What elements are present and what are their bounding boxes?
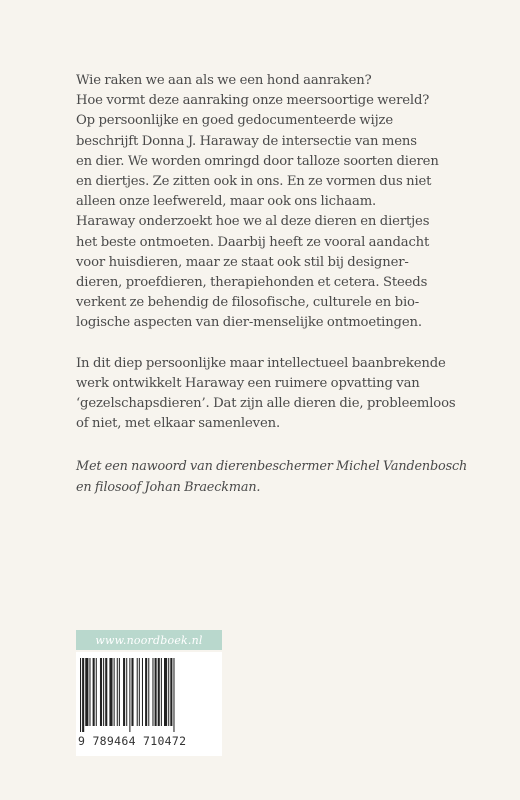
barcode-bar: [145, 658, 147, 726]
blurb-line: alleen onze leefwereld, maar ook ons lichaam.: [76, 194, 377, 210]
barcode-bar: [126, 658, 127, 726]
barcode-bar: [168, 658, 169, 726]
barcode-bar: [158, 658, 160, 726]
barcode-bar: [142, 658, 143, 726]
back-cover-text: [76, 71, 476, 498]
barcode-bar: [100, 658, 102, 726]
barcode-bar: [155, 658, 157, 726]
barcode-bar: [82, 658, 84, 732]
blurb-line: voor huisdieren, maar ze staat ook stil bij designer-: [76, 254, 409, 270]
barcode-bar: [161, 658, 162, 726]
blurb-line: verkent ze behendig de filosofische, culturele en bio-: [76, 295, 420, 311]
blurb-paragraph-2: [76, 354, 476, 435]
barcode-bar: [137, 658, 138, 726]
blurb-paragraph-1: [76, 71, 476, 334]
blurb-line: werk ontwikkelt Haraway een ruimere opvatting van: [76, 375, 420, 391]
isbn-barcode: [76, 652, 222, 756]
blurb-line: Haraway onderzoekt hoe we al deze dieren en diertjes: [76, 214, 430, 230]
barcode-bar: [114, 658, 115, 726]
blurb-line: Hoe vormt deze aanraking onze meersoortige wereld?: [76, 93, 430, 109]
barcode-bars: [80, 658, 218, 732]
barcode-bar: [117, 658, 118, 726]
barcode-bar: [96, 658, 97, 726]
isbn-number: 9 789464 710472: [78, 734, 187, 748]
blurb-line: Op persoonlijke en goed gedocumenteerde wijze: [76, 113, 394, 129]
afterword-line: en filosoof Johan Braeckman.: [76, 479, 261, 495]
barcode-bar: [85, 658, 88, 726]
barcode-bar: [152, 658, 153, 726]
blurb-line: of niet, met elkaar samenleven.: [76, 416, 280, 432]
afterword-credit: [76, 457, 476, 497]
blurb-line: en dier. We worden omringd door talloze soorten dieren: [76, 153, 439, 169]
afterword-line: Met een nawoord van dierenbeschermer Michel Vandenbosch: [76, 459, 468, 475]
blurb-line: ‘gezelschapsdieren’. Dat zijn alle dieren die, probleemloos: [76, 396, 456, 412]
barcode-bar: [129, 658, 130, 732]
barcode-bar: [105, 658, 107, 726]
blurb-line: Wie raken we aan als we een hond aanraken?: [76, 73, 372, 88]
barcode-bar: [139, 658, 140, 726]
blurb-line: het beste ontmoeten. Daarbij heeft ze vooral aandacht: [76, 234, 430, 250]
barcode-bar: [119, 658, 120, 726]
barcode-bar: [103, 658, 104, 726]
blurb-line: In dit diep persoonlijke maar intellectueel baanbrekende: [76, 355, 446, 371]
barcode-bar: [80, 658, 81, 732]
barcode-bar: [148, 658, 149, 726]
publisher-url[interactable]: www.noordboek.nl: [76, 630, 222, 650]
barcode-bar: [93, 658, 95, 726]
blurb-line: dieren, proefdieren, therapiehonden et cetera. Steeds: [76, 275, 428, 291]
blurb-line: beschrijft Donna J. Haraway de intersectie van mens: [76, 133, 417, 149]
barcode-bar: [89, 658, 90, 726]
barcode-bar: [131, 658, 133, 726]
barcode-bar: [173, 658, 174, 732]
barcode-bar: [109, 658, 112, 726]
blurb-line: en diertjes. Ze zitten ook in ons. En ze vormen dus niet: [76, 174, 432, 190]
barcode-bar: [164, 658, 167, 726]
barcode-bar: [170, 658, 172, 726]
barcode-bar: [123, 658, 125, 726]
blurb-line: logische aspecten van dier-menselijke ontmoetingen.: [76, 315, 422, 331]
